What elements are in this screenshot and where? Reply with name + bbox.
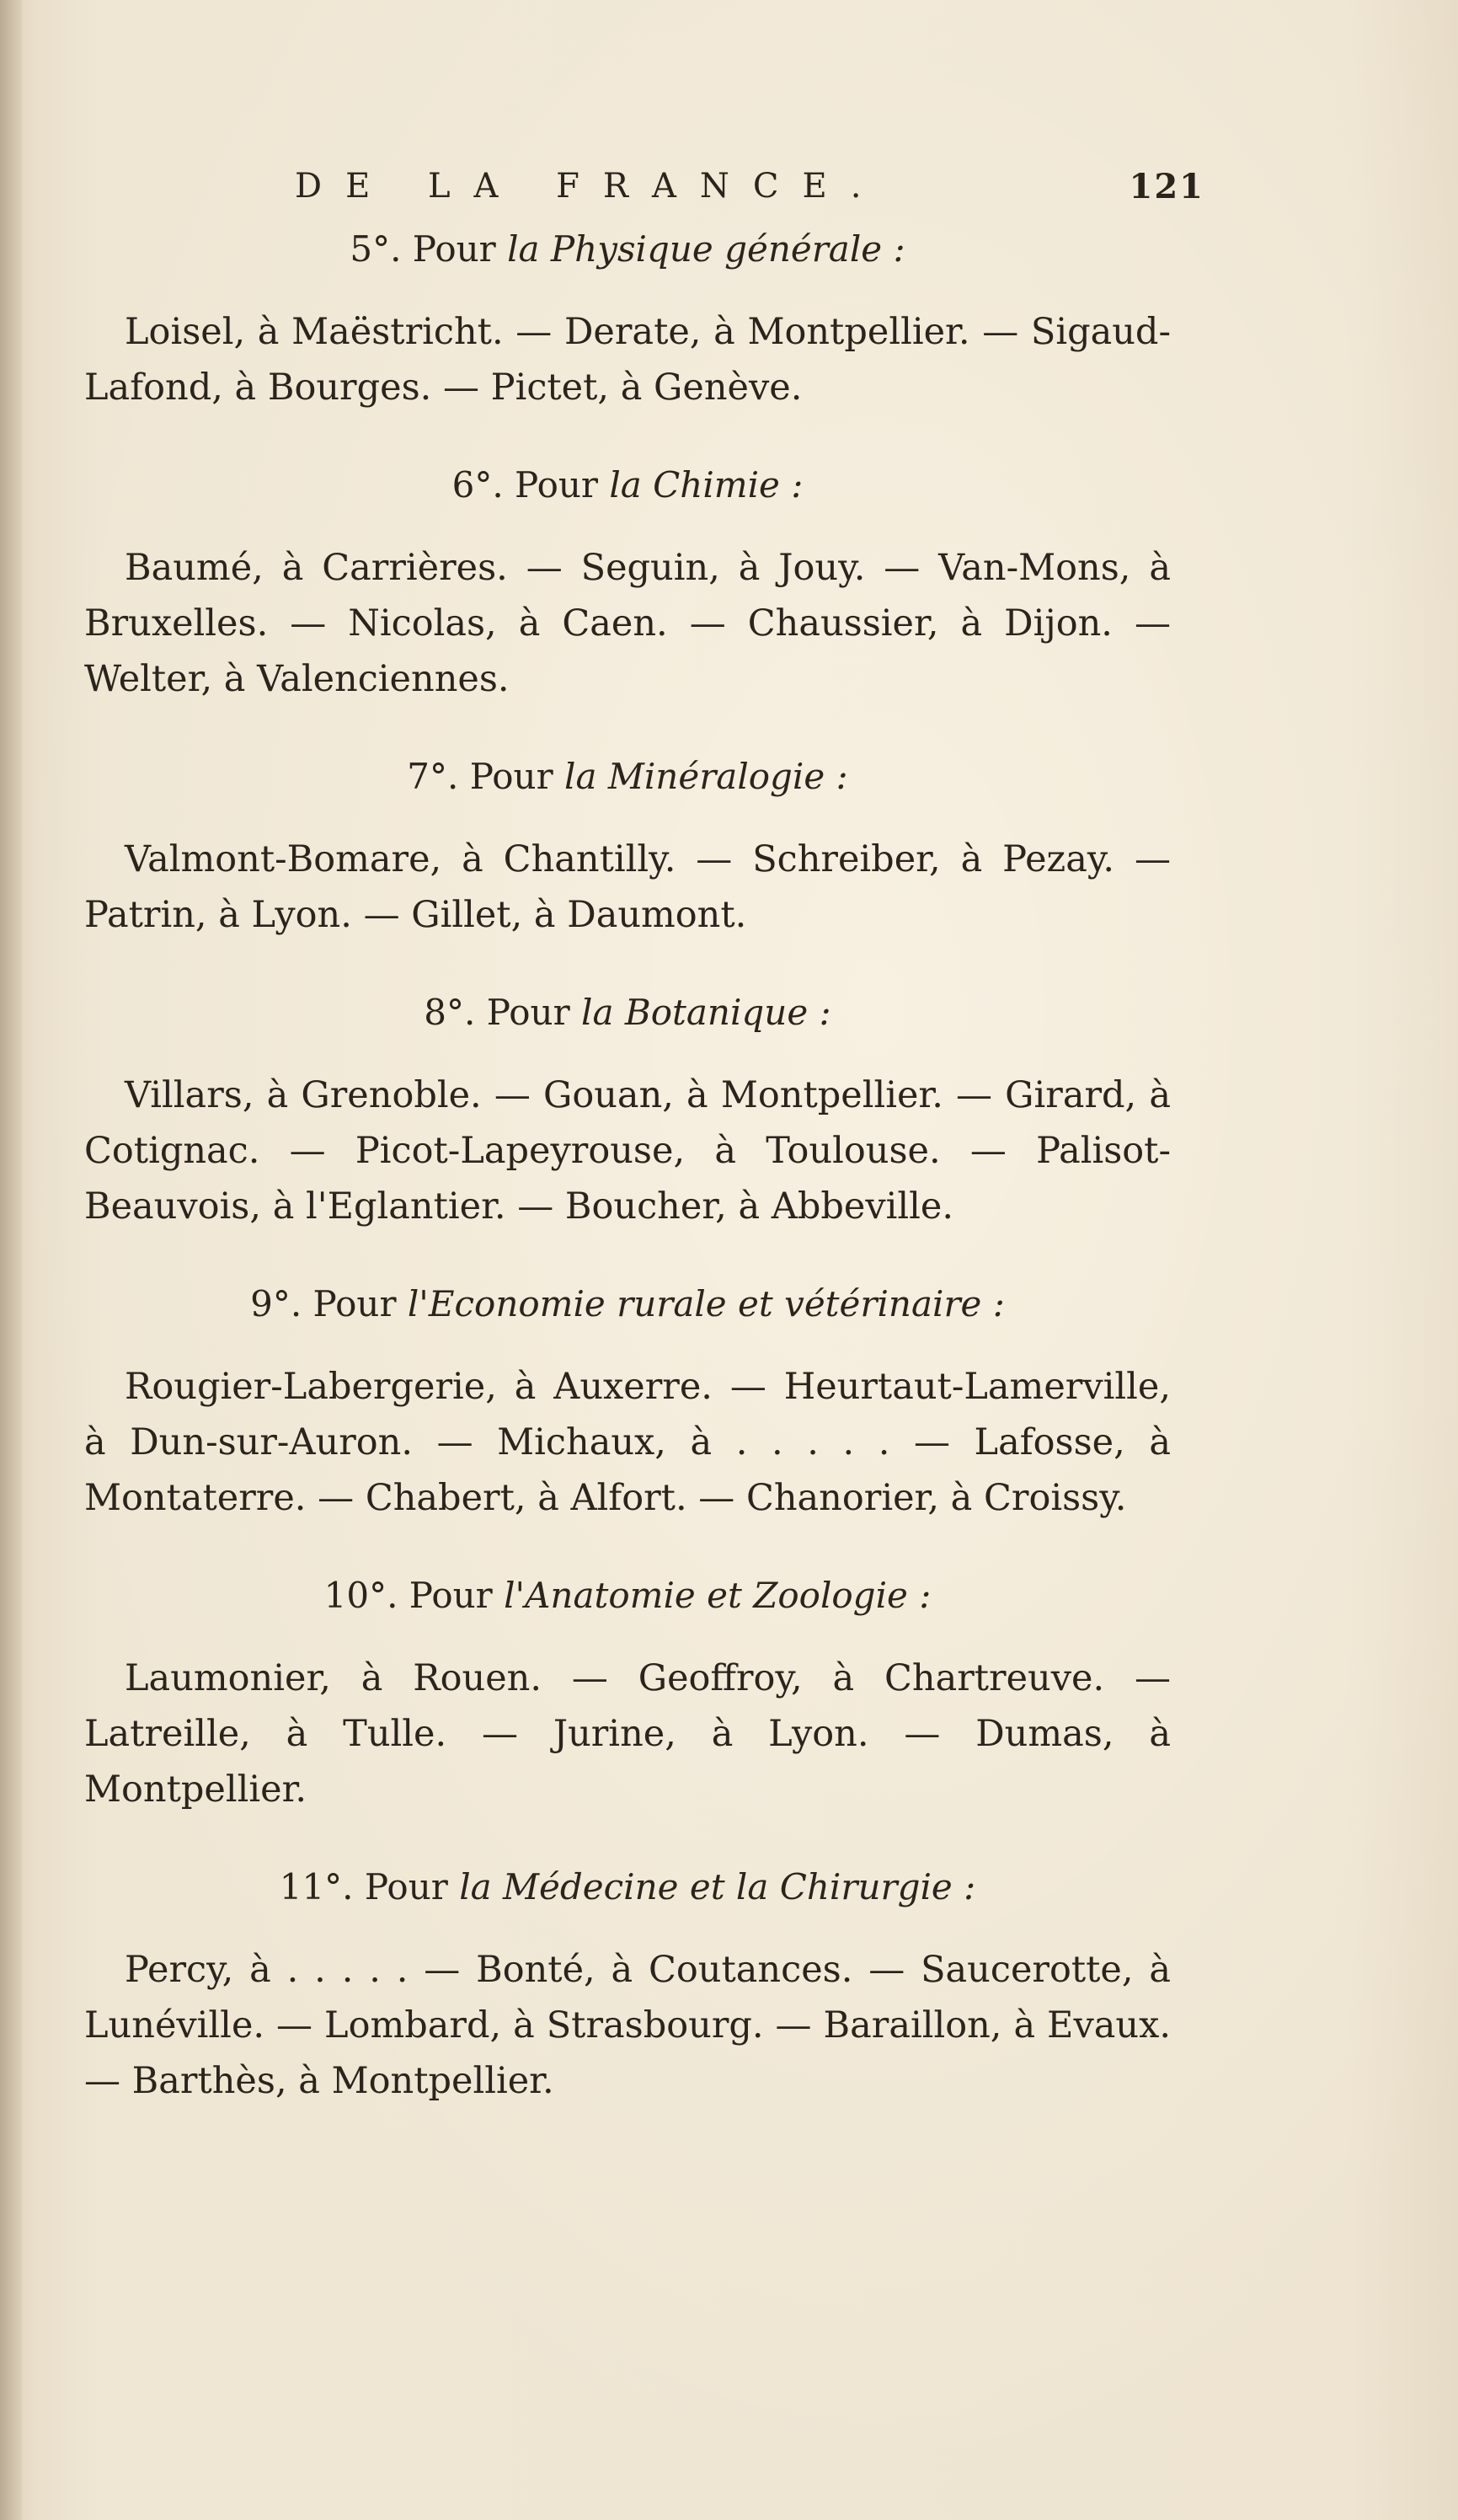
section-text: Laumonier, à Rouen. — Geoffroy, à Chartreuve. — Latreille, à Tulle. — Jurine, à Lyon. — Dumas, à Montpellier. <box>84 1657 1171 1811</box>
section-heading <box>84 459 1171 511</box>
section-heading <box>84 1278 1171 1330</box>
section-anatomie <box>84 1570 1171 1817</box>
section-number: 9°. Pour <box>250 1283 408 1324</box>
section-chimie <box>84 459 1171 707</box>
section-heading <box>84 223 1171 276</box>
page-number: 121 <box>1129 167 1204 206</box>
section-heading <box>84 751 1171 803</box>
section-text: Villars, à Grenoble. — Gouan, à Montpellier. — Girard, à Cotignac. — Picot-Lapeyrouse, à Toulouse. — Palisot-Beauvois, à l'Eglantier. — Boucher, à Abbeville. <box>84 1074 1171 1228</box>
section-heading <box>84 987 1171 1039</box>
section-mineralogie <box>84 751 1171 943</box>
section-text: Percy, à . . . . . — Bonté, à Coutances. — Saucerotte, à Lunéville. — Lombard, à Strasbourg. — Baraillon, à Evaux. — Barthès, à Montpellier. <box>84 1949 1171 2102</box>
page-body <box>84 223 1171 2153</box>
section-subject: la Médecine et la Chirurgie : <box>459 1866 976 1907</box>
section-number: 5°. Pour <box>350 228 508 270</box>
section-subject: la Physique générale : <box>507 228 905 270</box>
section-text: Loisel, à Maëstricht. — Derate, à Montpellier. — Sigaud-Lafond, à Bourges. — Pictet, à Genève. <box>84 311 1171 409</box>
running-title: DE LA FRANCE. <box>295 167 885 206</box>
section-number: 10°. Pour <box>323 1575 505 1616</box>
section-number: 7°. Pour <box>407 756 565 797</box>
section-physique <box>84 223 1171 415</box>
section-economie-rurale <box>84 1278 1171 1526</box>
section-subject: l'Anatomie et Zoologie : <box>504 1575 932 1616</box>
section-text: Baumé, à Carrières. — Seguin, à Jouy. — Van-Mons, à Bruxelles. — Nicolas, à Caen. — Chaussier, à Dijon. — Welter, à Valenciennes. <box>84 547 1171 700</box>
running-header <box>295 167 1204 217</box>
section-subject: la Chimie : <box>609 464 804 506</box>
section-botanique <box>84 987 1171 1234</box>
page-gutter <box>0 0 22 2520</box>
section-number: 11°. Pour <box>279 1866 460 1907</box>
section-medecine <box>84 1861 1171 2109</box>
section-subject: la Minéralogie : <box>564 756 848 797</box>
section-subject: la Botanique : <box>581 992 831 1033</box>
section-heading <box>84 1570 1171 1622</box>
section-subject: l'Economie rurale et vétérinaire : <box>407 1283 1005 1324</box>
section-number: 8°. Pour <box>424 992 582 1033</box>
section-heading <box>84 1861 1171 1913</box>
section-number: 6°. Pour <box>451 464 610 506</box>
section-text: Valmont-Bomare, à Chantilly. — Schreiber, à Pezay. — Patrin, à Lyon. — Gillet, à Daumont. <box>84 838 1171 936</box>
section-text: Rougier-Labergerie, à Auxerre. — Heurtaut-Lamerville, à Dun-sur-Auron. — Michaux, à . . . . . — Lafosse, à Montaterre. — Chabert, à Alfort. — Chanorier, à Croissy. <box>84 1366 1171 1519</box>
